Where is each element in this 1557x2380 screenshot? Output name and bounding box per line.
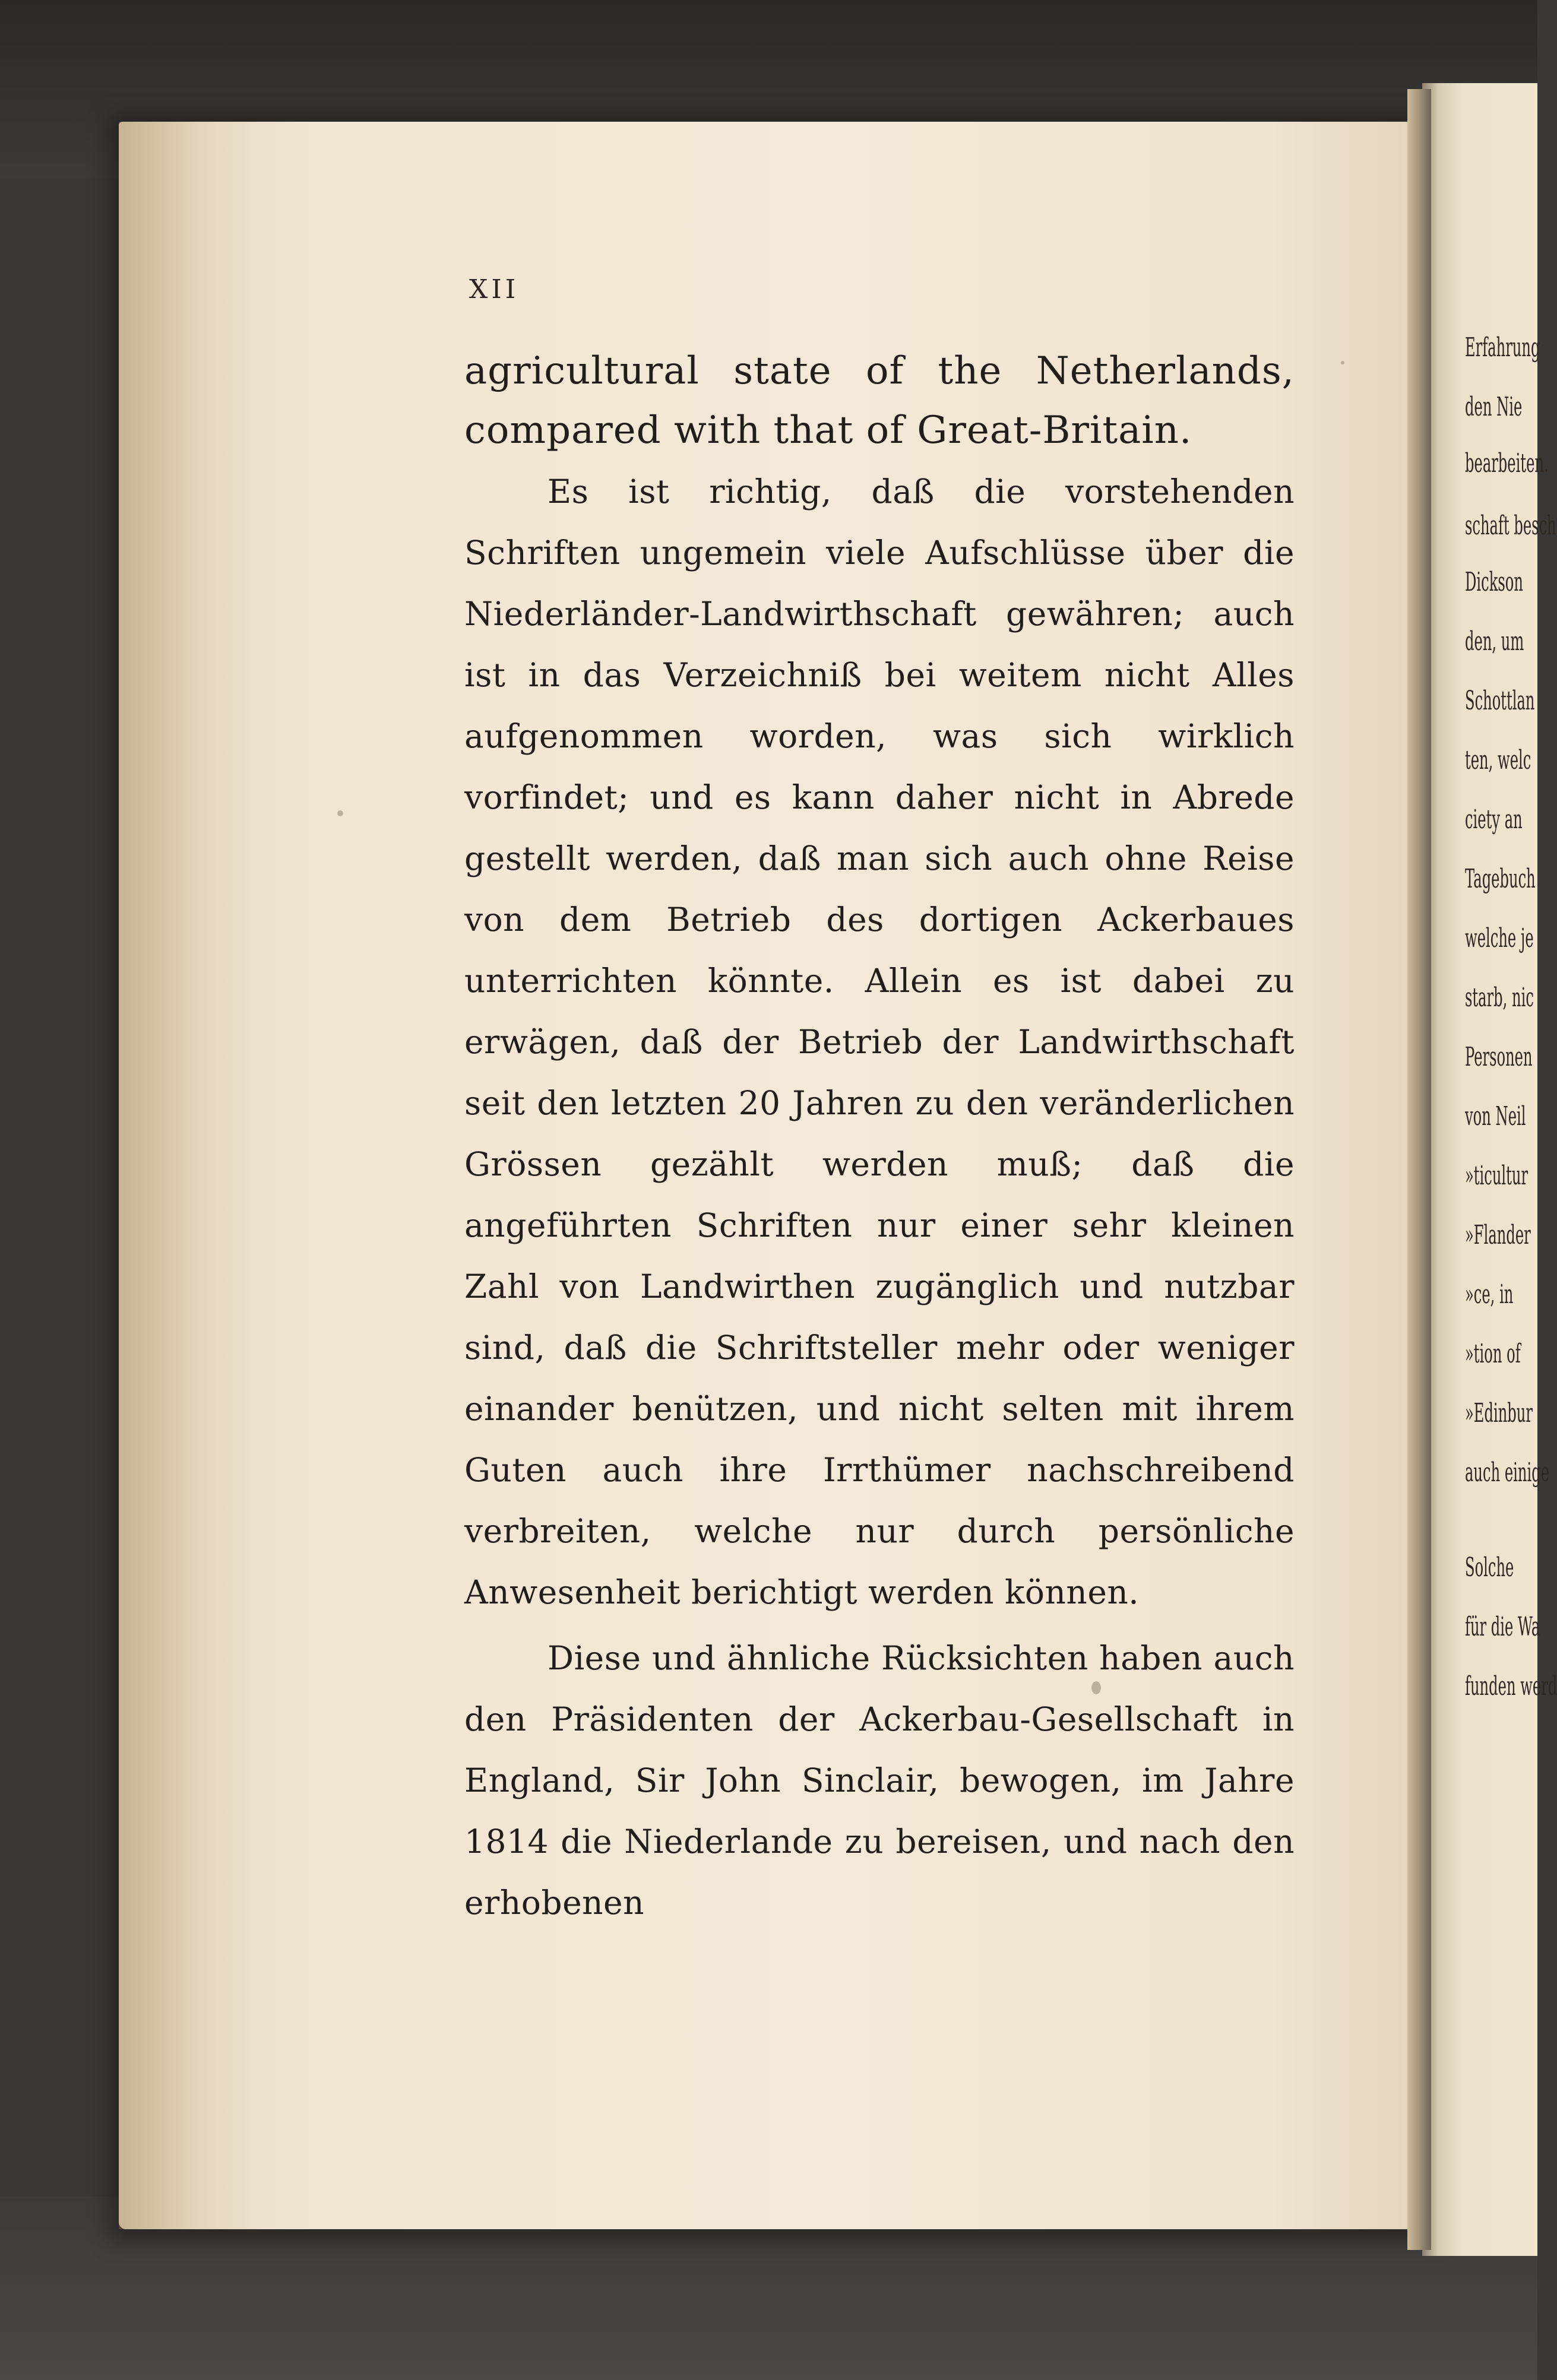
english-paragraph: agricultural state of the Netherlands, compared with that of Great-Britain. — [464, 349, 1295, 452]
facing-line: »Flander — [1465, 1220, 1531, 1250]
facing-line: »Edinbur — [1465, 1398, 1533, 1428]
facing-line: »ce, in — [1465, 1279, 1514, 1310]
facing-line: funden werd — [1465, 1671, 1557, 1701]
facing-line: Erfahrung — [1465, 332, 1540, 363]
facing-line: von Neil — [1465, 1101, 1526, 1132]
facing-line: den Nie — [1465, 392, 1523, 422]
facing-line: bearbeiten. — [1465, 448, 1549, 478]
facing-line: für die Wa — [1465, 1612, 1540, 1642]
paper-speck — [1341, 361, 1344, 365]
facing-line: ciety an — [1465, 804, 1523, 835]
facing-line: welche je — [1465, 923, 1534, 953]
german-paragraph: Diese und ähnliche Rücksichten haben auch den Präsidenten der Ackerbau-Gesellschaft in England, Sir John Sinclair, bewogen, im Jahre 1814 die Niederlande zu bereisen, und nach den erhobenen — [464, 1639, 1295, 1922]
facing-line: starb, nic — [1465, 983, 1534, 1013]
facing-line: Personen — [1465, 1042, 1533, 1072]
paper-speck — [1091, 1681, 1101, 1694]
paper-speck — [337, 810, 343, 816]
facing-line: Schottlan — [1465, 686, 1535, 716]
facing-line: Solche — [1465, 1552, 1514, 1583]
facing-line: auch einige — [1465, 1457, 1550, 1488]
german-paragraph: Es ist richtig, daß die vorstehenden Schriften ungemein viele Aufschlüsse über die Niederländer-Landwirthschaft gewähren; auch ist in das Verzeichniß bei weitem nicht Alles aufgenommen worden, was sich wirklich vorfindet; und es kann daher nicht in Abrede gestellt werden, daß man sich auch ohne Reise von dem Betrieb des dortigen Ackerbaues unterrichten könnte. Allein es ist dabei zu erwägen, daß der Betrieb der Landwirthschaft seit den letzten 20 Jahren zu den veränderlichen Grössen gezählt werden muß; daß die angeführten Schriften nur einer sehr kleinen Zahl von Landwirthen zugänglich und nutzbar sind, daß die Schriftsteller mehr oder weniger einander benützen, und nicht selten mit ihrem Guten auch ihre Irrthümer nachschreibend verbreiten, welche nur durch persönliche Anwesenheit berichtigt werden können. — [464, 473, 1295, 1611]
facing-line: Dickson — [1465, 567, 1523, 597]
facing-line: »ticultur — [1465, 1161, 1528, 1191]
body-text — [464, 341, 1295, 1934]
page-number: XII — [469, 274, 520, 305]
facing-line: ten, welc — [1465, 745, 1531, 775]
facing-line: den, um — [1465, 626, 1524, 657]
facing-line: schaft besch — [1465, 511, 1556, 541]
facing-page — [1422, 83, 1557, 2256]
book-gutter — [1407, 89, 1431, 2250]
facing-line: Tagebuch — [1465, 864, 1536, 894]
facing-line: »tion of — [1465, 1339, 1521, 1369]
